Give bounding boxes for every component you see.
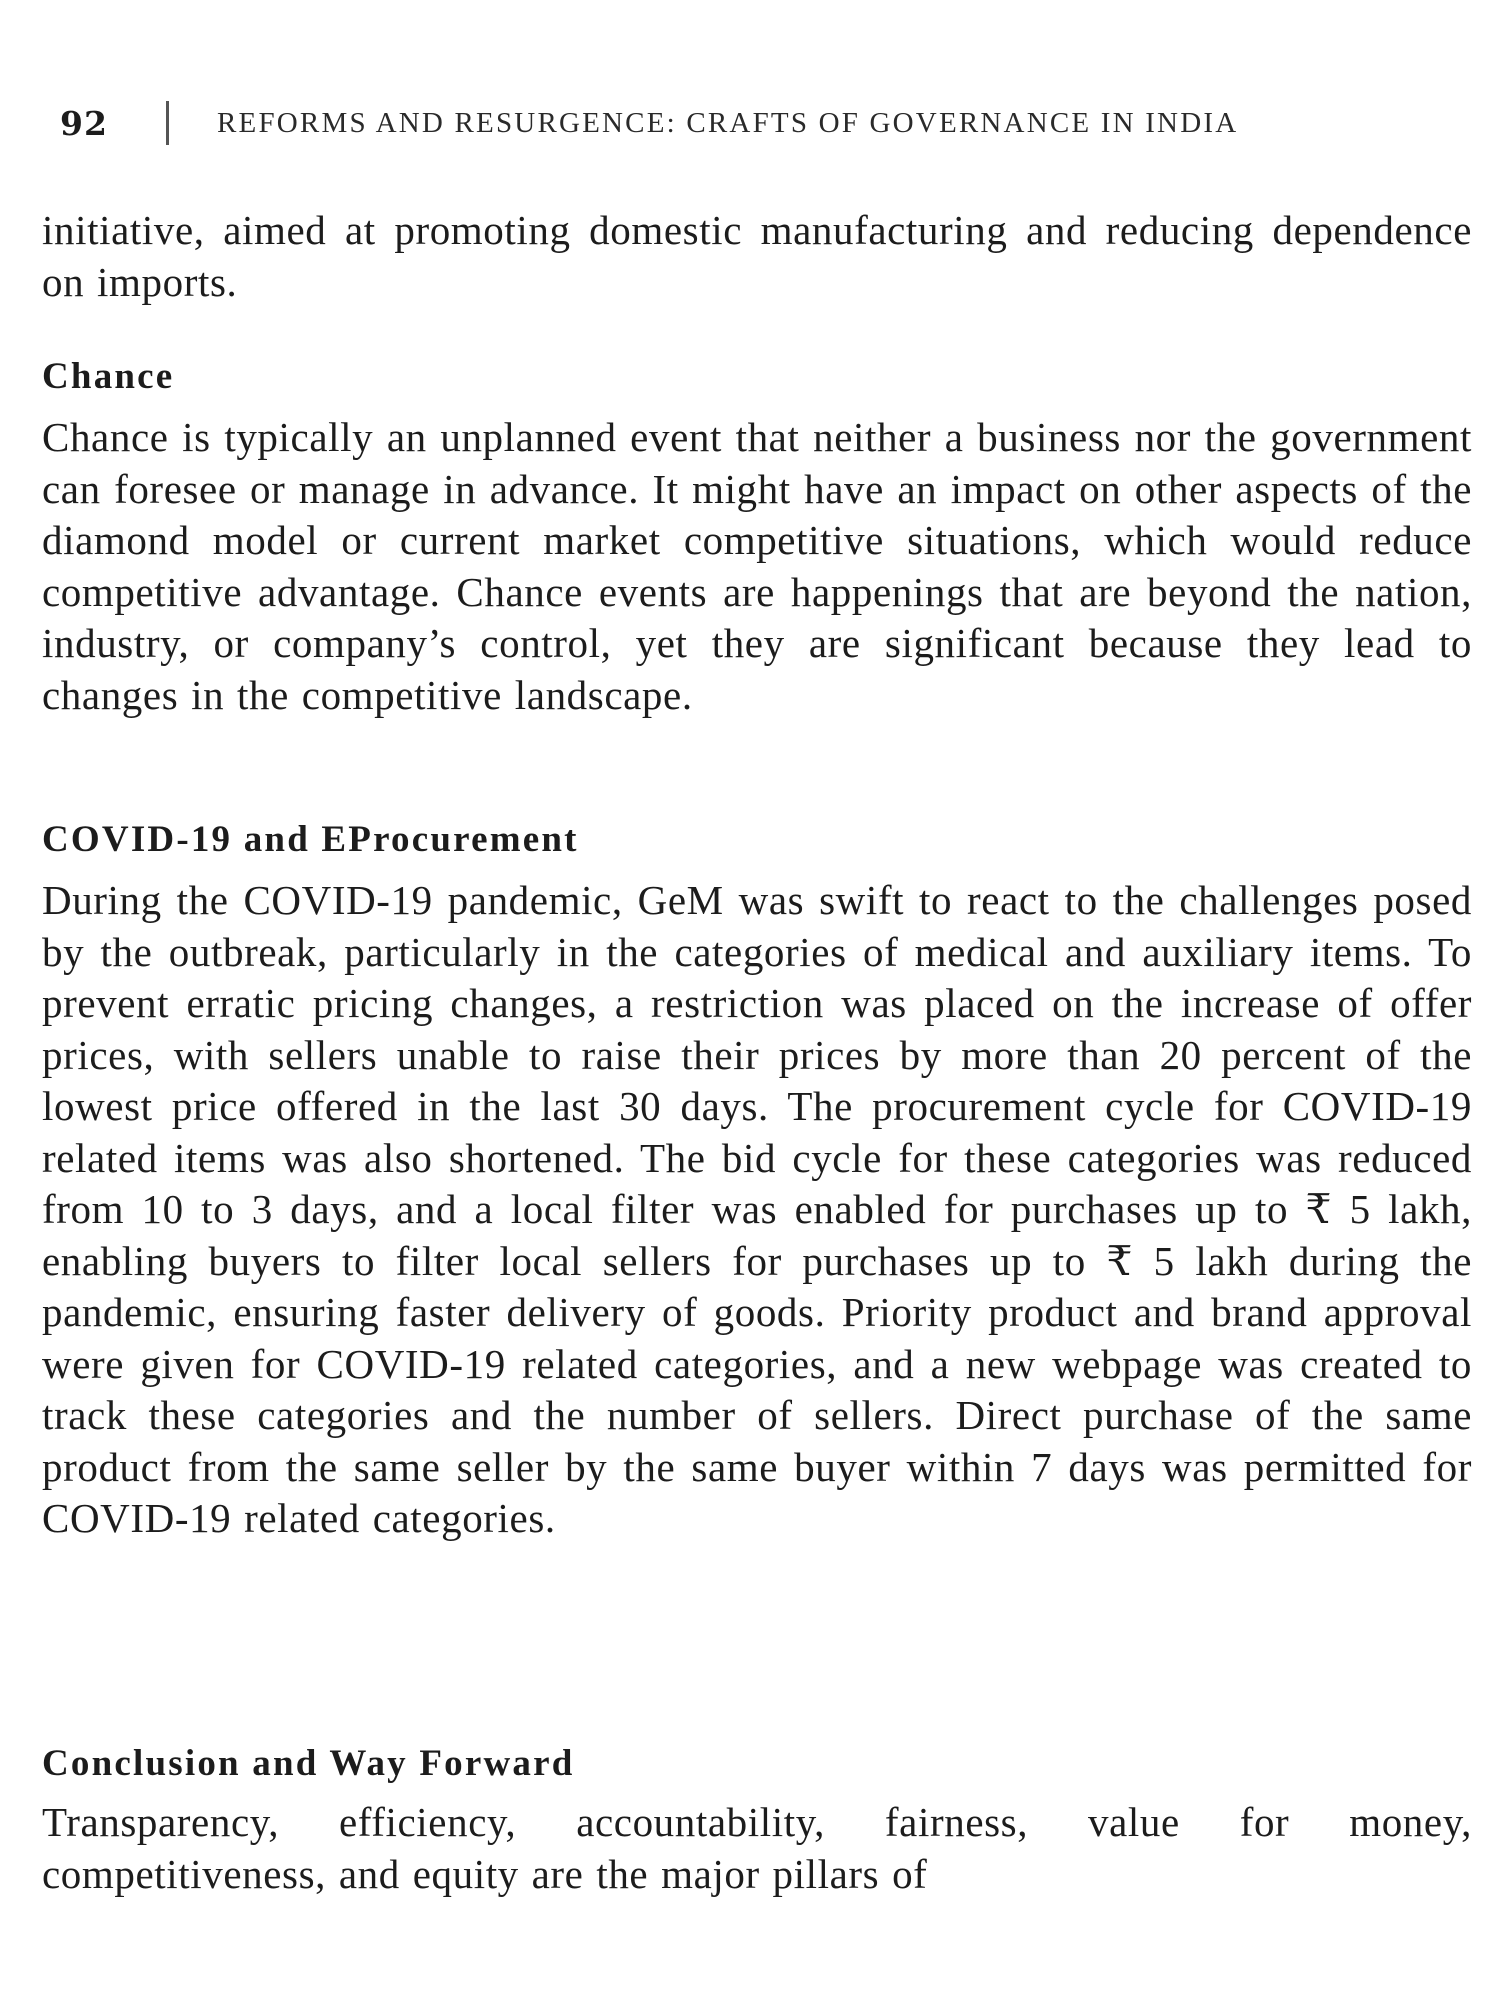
page-number: 92	[60, 103, 108, 143]
section-heading-conclusion: Conclusion and Way Forward	[42, 1743, 575, 1784]
section-heading-covid: COVID-19 and EProcurement	[42, 819, 579, 860]
intro-paragraph: initiative, aimed at promoting domestic manufacturing and reducing dependence on imports.	[42, 207, 1472, 305]
section-heading-chance: Chance	[42, 356, 175, 397]
running-title: REFORMS AND RESURGENCE: CRAFTS OF GOVERNANCE IN INDIA	[217, 106, 1239, 139]
section-paragraph-covid: During the COVID-19 pandemic, GeM was swift to react to the challenges posed by the outbreak, particularly in the categories of medical and auxiliary items. To prevent erratic pricing changes, a restriction was placed on the increase of offer prices, with sellers unable to raise their prices by more than 20 percent of the lowest price offered in the last 30 days. The procurement cycle for COVID-19 related items was also shortened. The bid cycle for these categories was reduced from 10 to 3 days, and a local filter was enabled for purchases up to ₹ 5 lakh, enabling buyers to filter local sellers for purchases up to ₹ 5 lakh during the pandemic, ensuring faster delivery of goods. Priority product and brand approval were given for COVID-19 related categories, and a new webpage was created to track these categories and the number of sellers. Direct purchase of the same product from the same seller by the same buyer within 7 days was permitted for COVID-19 related categories.	[42, 877, 1472, 1541]
running-head	[60, 98, 1460, 148]
section-paragraph-chance: Chance is typically an unplanned event that neither a business nor the government can foresee or manage in advance. It might have an impact on other aspects of the diamond model or current market competitive situations, which would reduce competitive advantage. Chance events are happenings that are beyond the nation, industry, or company’s control, yet they are significant because they lead to changes in the competitive landscape.	[42, 414, 1472, 718]
section-paragraph-conclusion: Transparency, efficiency, accountability, fairness, value for money, competitiveness, and equity are the major pillars of	[42, 1799, 1472, 1897]
header-divider	[166, 101, 169, 145]
